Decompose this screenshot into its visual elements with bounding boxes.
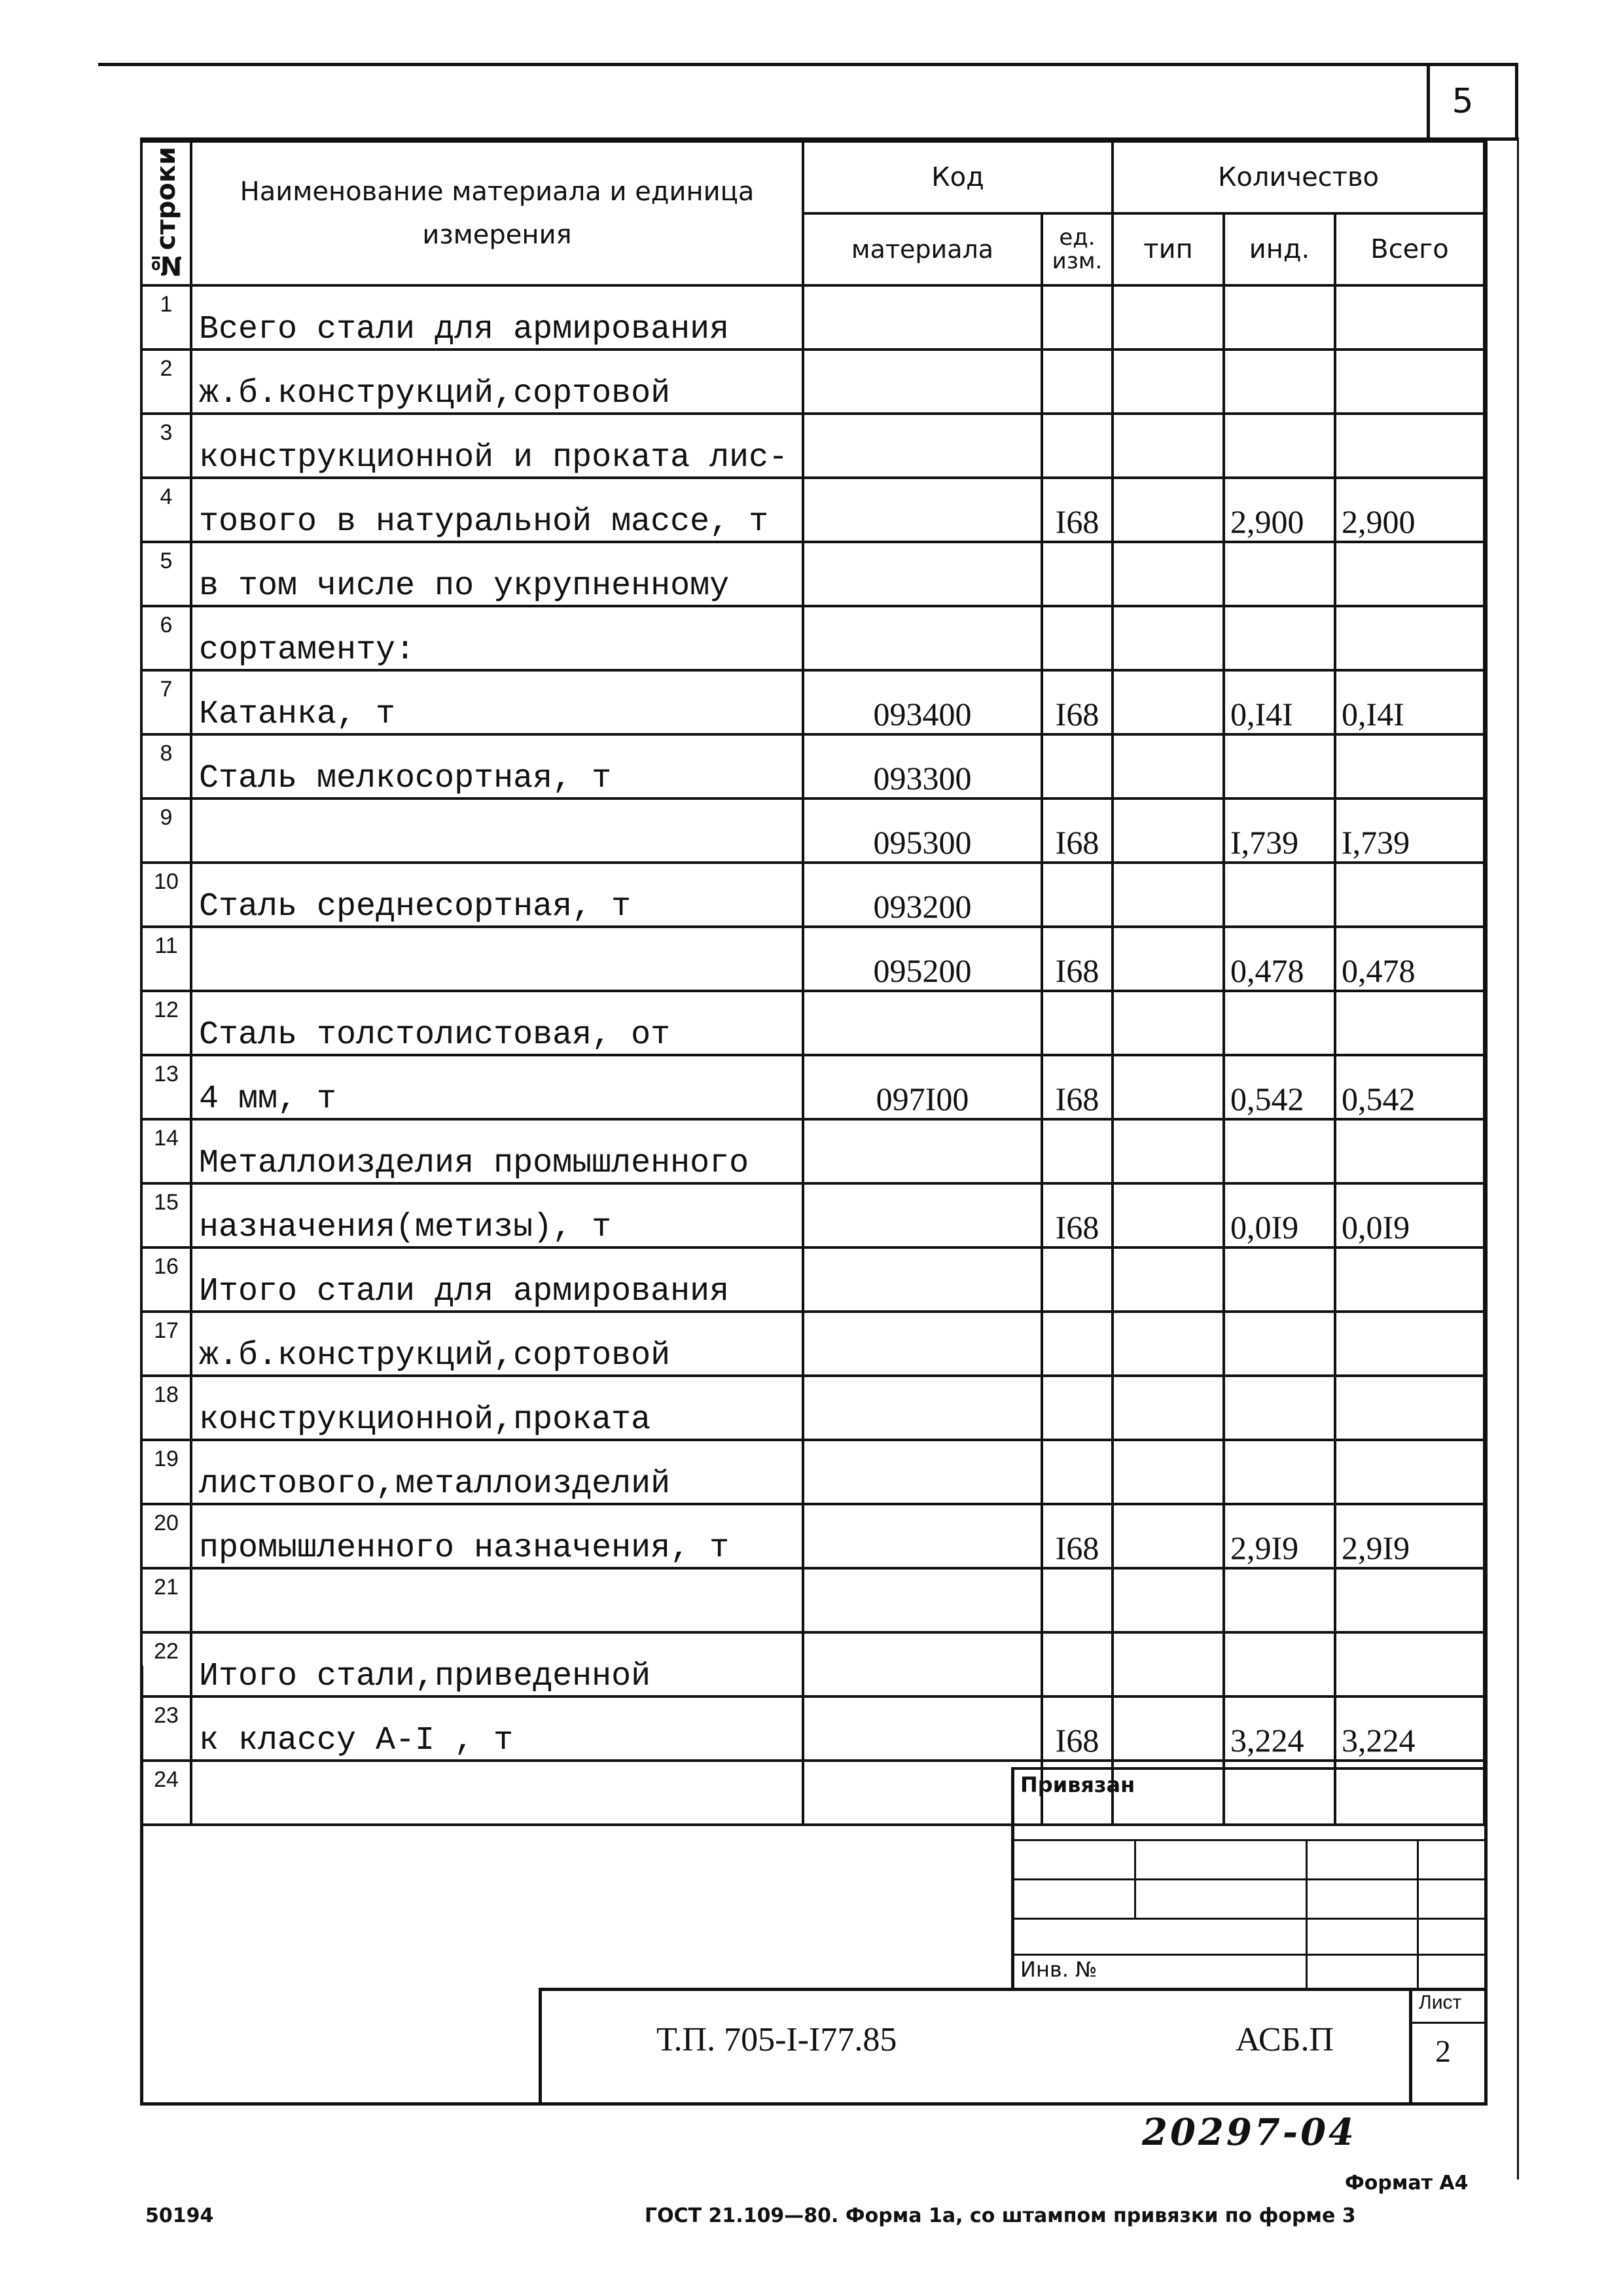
unit-code	[1042, 991, 1113, 1055]
material-name: Сталь среднесортная, т	[191, 863, 803, 927]
title-block	[539, 1988, 1486, 2104]
material-code	[803, 414, 1042, 478]
material-name: в том числе по укрупненному	[191, 542, 803, 606]
row-number: 19	[141, 1440, 191, 1504]
material-name: конструкционной,проката	[191, 1376, 803, 1440]
table-row	[141, 414, 1484, 478]
qty-total-header: Всего	[1335, 213, 1484, 285]
material-code	[803, 991, 1042, 1055]
sheet-label: Лист	[1419, 1992, 1462, 2013]
table-row	[141, 927, 1484, 991]
material-name: сортаменту:	[191, 606, 803, 670]
row-number: 8	[141, 734, 191, 798]
qty-total: 2,900	[1335, 478, 1484, 542]
unit-code	[1042, 542, 1113, 606]
material-name: назначения(метизы), т	[191, 1183, 803, 1247]
qty-type	[1113, 1632, 1224, 1696]
row-number: 1	[141, 285, 191, 350]
material-name: Всего стали для армирования	[191, 285, 803, 350]
material-code	[803, 1119, 1042, 1183]
unit-code	[1042, 350, 1113, 414]
qty-ind	[1224, 285, 1335, 350]
qty-type	[1113, 350, 1224, 414]
row-number: 20	[141, 1504, 191, 1568]
material-name: ж.б.конструкций,сортовой	[191, 1312, 803, 1376]
unit-code	[1042, 1568, 1113, 1632]
qty-total	[1335, 414, 1484, 478]
qty-type	[1113, 606, 1224, 670]
code-unit-header: ед. изм.	[1042, 213, 1113, 285]
table-row	[141, 1183, 1484, 1247]
qty-ind	[1224, 1119, 1335, 1183]
qty-type	[1113, 863, 1224, 927]
material-code	[803, 542, 1042, 606]
unit-code	[1042, 285, 1113, 350]
qty-total	[1335, 606, 1484, 670]
table-row	[141, 1504, 1484, 1568]
material-name: конструкционной и проката лис-	[191, 414, 803, 478]
material-code	[803, 1247, 1042, 1312]
inventory-label: Инв. №	[1020, 1957, 1097, 1982]
gost-note: ГОСТ 21.109—80. Форма 1а, со штампом привязки по форме 3	[645, 2204, 1356, 2227]
qty-type	[1113, 1247, 1224, 1312]
qty-ind	[1224, 1247, 1335, 1312]
unit-code	[1042, 414, 1113, 478]
row-number: 18	[141, 1376, 191, 1440]
material-name	[191, 798, 803, 863]
qty-ind: 0,I4I	[1224, 670, 1335, 734]
qty-ind: 3,224	[1224, 1696, 1335, 1761]
row-number: 11	[141, 927, 191, 991]
qty-ind: 0,0I9	[1224, 1183, 1335, 1247]
right-border-top	[1515, 63, 1518, 140]
sheet-number: 2	[1435, 2034, 1451, 2069]
qty-type	[1113, 734, 1224, 798]
qty-ind	[1224, 1632, 1335, 1696]
unit-code	[1042, 863, 1113, 927]
table-row	[141, 1312, 1484, 1376]
material-code	[803, 285, 1042, 350]
qty-total	[1335, 285, 1484, 350]
unit-code	[1042, 1632, 1113, 1696]
row-number: 22	[141, 1632, 191, 1696]
qty-type	[1113, 1568, 1224, 1632]
unit-code: I68	[1042, 1504, 1113, 1568]
name-column-header: Наименование материала и единица измерения	[191, 141, 803, 285]
qty-type	[1113, 1440, 1224, 1504]
row-number: 14	[141, 1119, 191, 1183]
qty-ind	[1224, 414, 1335, 478]
qty-type	[1113, 1312, 1224, 1376]
qty-ind	[1224, 606, 1335, 670]
material-name: 4 мм, т	[191, 1055, 803, 1119]
handwritten-number: 20297-04	[1142, 2111, 1357, 2154]
material-name	[191, 927, 803, 991]
table-row	[141, 734, 1484, 798]
qty-total	[1335, 350, 1484, 414]
table-row	[141, 863, 1484, 927]
qty-total: 0,542	[1335, 1055, 1484, 1119]
row-number: 15	[141, 1183, 191, 1247]
qty-total	[1335, 1119, 1484, 1183]
qty-total	[1335, 1632, 1484, 1696]
linked-label: Привязан	[1020, 1772, 1135, 1797]
material-code	[803, 478, 1042, 542]
material-name: тового в натуральной массе, т	[191, 478, 803, 542]
table-row	[141, 1632, 1484, 1696]
unit-code	[1042, 1119, 1113, 1183]
table-row	[141, 1055, 1484, 1119]
row-number: 9	[141, 798, 191, 863]
qty-total	[1335, 1376, 1484, 1440]
row-number: 5	[141, 542, 191, 606]
row-number: 13	[141, 1055, 191, 1119]
material-code: 093300	[803, 734, 1042, 798]
qty-ind: 2,9I9	[1224, 1504, 1335, 1568]
row-number-header: №строки	[141, 141, 191, 285]
unit-code: I68	[1042, 798, 1113, 863]
row-number: 17	[141, 1312, 191, 1376]
table-row	[141, 1568, 1484, 1632]
material-code: 093400	[803, 670, 1042, 734]
material-code: 097I00	[803, 1055, 1042, 1119]
material-name: Сталь толстолистовая, от	[191, 991, 803, 1055]
table-row	[141, 798, 1484, 863]
table-row	[141, 350, 1484, 414]
code-material-header: материала	[803, 213, 1042, 285]
row-number: 12	[141, 991, 191, 1055]
qty-type	[1113, 1376, 1224, 1440]
material-name: листового,металлоизделий	[191, 1440, 803, 1504]
unit-code	[1042, 734, 1113, 798]
material-code	[803, 606, 1042, 670]
qty-type	[1113, 542, 1224, 606]
qty-ind	[1224, 542, 1335, 606]
material-code: 095300	[803, 798, 1042, 863]
qty-total	[1335, 1568, 1484, 1632]
document-code: Т.П. 705-I-I77.85	[656, 2021, 897, 2058]
table-row	[141, 478, 1484, 542]
table-row	[141, 1376, 1484, 1440]
row-number: 21	[141, 1568, 191, 1632]
material-code	[803, 1440, 1042, 1504]
material-code	[803, 1568, 1042, 1632]
material-code: 095200	[803, 927, 1042, 991]
unit-code	[1042, 606, 1113, 670]
qty-type	[1113, 798, 1224, 863]
qty-ind	[1224, 734, 1335, 798]
material-code	[803, 1761, 1042, 1825]
unit-code	[1042, 1247, 1113, 1312]
material-code: 093200	[803, 863, 1042, 927]
qty-type	[1113, 1504, 1224, 1568]
qty-total	[1335, 863, 1484, 927]
outer-right-margin	[1517, 137, 1519, 2179]
qty-type	[1113, 1055, 1224, 1119]
qty-ind	[1224, 1376, 1335, 1440]
qty-total	[1335, 1247, 1484, 1312]
material-code	[803, 1632, 1042, 1696]
row-number: 16	[141, 1247, 191, 1312]
table-row	[141, 670, 1484, 734]
unit-code: I68	[1042, 478, 1113, 542]
material-name: к классу А-I , т	[191, 1696, 803, 1761]
table-row	[141, 991, 1484, 1055]
table-row	[141, 1440, 1484, 1504]
row-number: 2	[141, 350, 191, 414]
table-row	[141, 606, 1484, 670]
table-row	[141, 1696, 1484, 1761]
qty-type	[1113, 1696, 1224, 1761]
unit-code: I68	[1042, 927, 1113, 991]
qty-ind	[1224, 863, 1335, 927]
qty-total: 3,224	[1335, 1696, 1484, 1761]
qty-type	[1113, 478, 1224, 542]
section-code: АСБ.П	[1236, 2021, 1334, 2058]
qty-type	[1113, 1183, 1224, 1247]
row-number: 6	[141, 606, 191, 670]
qty-ind	[1224, 350, 1335, 414]
material-code	[803, 1183, 1042, 1247]
material-code	[803, 1504, 1042, 1568]
row-number: 23	[141, 1696, 191, 1761]
qty-type	[1113, 285, 1224, 350]
table-row	[141, 542, 1484, 606]
qty-total: I,739	[1335, 798, 1484, 863]
top-rule	[98, 63, 1518, 66]
unit-code: I68	[1042, 670, 1113, 734]
table-row	[141, 285, 1484, 350]
qty-type-header: тип	[1113, 213, 1224, 285]
row-number: 3	[141, 414, 191, 478]
qty-ind	[1224, 1312, 1335, 1376]
format-label: Формат А4	[1345, 2172, 1469, 2195]
qty-type	[1113, 927, 1224, 991]
qty-ind: I,739	[1224, 798, 1335, 863]
linked-stamp	[1011, 1767, 1486, 1990]
table-row	[141, 1247, 1484, 1312]
row-number: 10	[141, 863, 191, 927]
qty-type	[1113, 1119, 1224, 1183]
row-number: 7	[141, 670, 191, 734]
unit-code: I68	[1042, 1055, 1113, 1119]
qty-ind	[1224, 991, 1335, 1055]
material-code	[803, 1312, 1042, 1376]
row-number: 24	[141, 1761, 191, 1825]
qty-total	[1335, 542, 1484, 606]
quantity-group-header: Количество	[1113, 141, 1484, 213]
material-name: ж.б.конструкций,сортовой	[191, 350, 803, 414]
qty-type	[1113, 991, 1224, 1055]
qty-total	[1335, 991, 1484, 1055]
materials-table	[140, 140, 1486, 1826]
code-group-header: Код	[803, 141, 1113, 213]
material-code	[803, 350, 1042, 414]
qty-ind	[1224, 1568, 1335, 1632]
material-name: Металлоизделия промышленного	[191, 1119, 803, 1183]
qty-ind: 0,478	[1224, 927, 1335, 991]
material-name	[191, 1761, 803, 1825]
material-name: промышленного назначения, т	[191, 1504, 803, 1568]
unit-code: I68	[1042, 1183, 1113, 1247]
left-code: 50194	[145, 2204, 214, 2227]
material-name: Катанка, т	[191, 670, 803, 734]
material-name: Сталь мелкосортная, т	[191, 734, 803, 798]
table-row	[141, 1119, 1484, 1183]
unit-code	[1042, 1376, 1113, 1440]
page-number: 5	[1427, 65, 1495, 137]
material-code	[803, 1696, 1042, 1761]
unit-code	[1042, 1312, 1113, 1376]
material-name: Итого стали,приведенной	[191, 1632, 803, 1696]
qty-total: 0,478	[1335, 927, 1484, 991]
material-name: Итого стали для армирования	[191, 1247, 803, 1312]
unit-code	[1042, 1440, 1113, 1504]
qty-total	[1335, 1312, 1484, 1376]
material-code	[803, 1376, 1042, 1440]
qty-ind: 0,542	[1224, 1055, 1335, 1119]
qty-ind: 2,900	[1224, 478, 1335, 542]
qty-total: 0,I4I	[1335, 670, 1484, 734]
qty-total	[1335, 734, 1484, 798]
qty-total	[1335, 1440, 1484, 1504]
material-name	[191, 1568, 803, 1632]
unit-code: I68	[1042, 1696, 1113, 1761]
qty-total: 0,0I9	[1335, 1183, 1484, 1247]
qty-ind-header: инд.	[1224, 213, 1335, 285]
qty-ind	[1224, 1440, 1335, 1504]
qty-type	[1113, 670, 1224, 734]
row-number: 4	[141, 478, 191, 542]
qty-type	[1113, 414, 1224, 478]
qty-total: 2,9I9	[1335, 1504, 1484, 1568]
